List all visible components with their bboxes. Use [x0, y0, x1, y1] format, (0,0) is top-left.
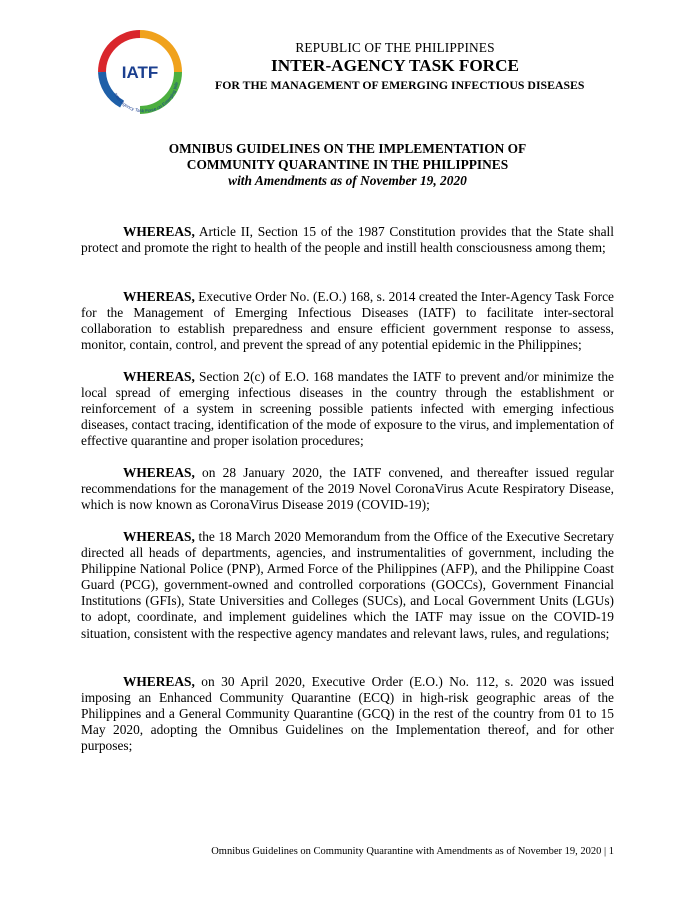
- paragraph-lead: WHEREAS,: [123, 529, 195, 544]
- whereas-paragraph-5: [81, 529, 614, 642]
- paragraph-lead: WHEREAS,: [123, 674, 195, 689]
- whereas-paragraph-6: [81, 674, 614, 754]
- paragraph-lead: WHEREAS,: [123, 369, 195, 384]
- logo-ring-text: Inter-Agency Task Force on Emerging Infe: [113, 81, 179, 114]
- paragraph-lead: WHEREAS,: [123, 289, 195, 304]
- paragraph-text: on 30 April 2020, Executive Order (E.O.) No. 112, s. 2020 was issued imposing an Enhanced Community Quarantine (ECQ) in high-risk geographic areas of the Philippines and a General Community Quarantine (GCQ) in the rest of the country from 01 to 15 May 2020, adopting the Omnibus Guidelines on the Implementation thereof, and for other purposes;: [81, 674, 614, 754]
- iatf-logo: [92, 24, 188, 120]
- paragraph-lead: WHEREAS,: [123, 465, 195, 480]
- header-subtitle: FOR THE MANAGEMENT OF EMERGING INFECTIOUS DISEASES: [215, 78, 585, 92]
- paragraph-text: Article II, Section 15 of the 1987 Constitution provides that the State shall protect and promote the right to health of the people and instill health consciousness among them;: [81, 224, 614, 256]
- header-agency: INTER-AGENCY TASK FORCE: [271, 56, 519, 75]
- whereas-paragraph-3: [81, 369, 614, 449]
- paragraph-lead: WHEREAS,: [123, 224, 195, 239]
- whereas-paragraph-2: [81, 289, 614, 353]
- document-title-amendment: with Amendments as of November 19, 2020: [228, 173, 467, 188]
- header-country: REPUBLIC OF THE PHILIPPINES: [295, 40, 495, 55]
- paragraph-text: on 28 January 2020, the IATF convened, and thereafter issued regular recommendations for the management of the 2019 Novel CoronaVirus Acute Respiratory Disease, which is now known as CoronaVirus Disease 2019 (COVID-19);: [81, 465, 614, 513]
- paragraph-text: the 18 March 2020 Memorandum from the Office of the Executive Secretary directed all heads of departments, agencies, and instrumentalities of government, including the Philippine National Police (PNP), Armed Force of the Philippines (AFP), and the Philippine Coast Guard (PCG), government-owned and controlled corporations (GOCCs), Government Financial Institutions (GFIs), State Universities and Colleges (SUCs), and Local Government Units (LGUs) to adopt, coordinate, and implement guidelines which the IATF may issue on the COVID-19 situation, consistent with the respective agency mandates and relevant laws, rules, and regulations;: [81, 529, 614, 641]
- paragraph-text: Executive Order No. (E.O.) 168, s. 2014 created the Inter-Agency Task Force for the Management of Emerging Infectious Diseases (IATF) to facilitate inter-sectoral collaboration to establish preparedness and ensure efficient government response to assess, monitor, contain, control, and prevent the spread of any potential epidemic in the Philippines;: [81, 289, 614, 353]
- logo-text: IATF: [121, 63, 159, 82]
- document-title-line1: OMNIBUS GUIDELINES ON THE IMPLEMENTATION OF: [168, 141, 527, 156]
- paragraph-text: Section 2(c) of E.O. 168 mandates the IATF to prevent and/or minimize the local spread of emerging infectious diseases in the country through the establishment or reinforcement of a system in screening possible patients infected with emerging infectious diseases, contact tracing, identification of the mode of exposure to the virus, and implementation of effective quarantine and proper isolation procedures;: [81, 369, 614, 449]
- page-footer: Omnibus Guidelines on Community Quarantine with Amendments as of November 19, 2020 | 1: [211, 846, 614, 857]
- whereas-paragraph-1: [81, 224, 614, 256]
- whereas-paragraph-4: [81, 465, 614, 513]
- document-title-line2: COMMUNITY QUARANTINE IN THE PHILIPPINES: [186, 157, 509, 172]
